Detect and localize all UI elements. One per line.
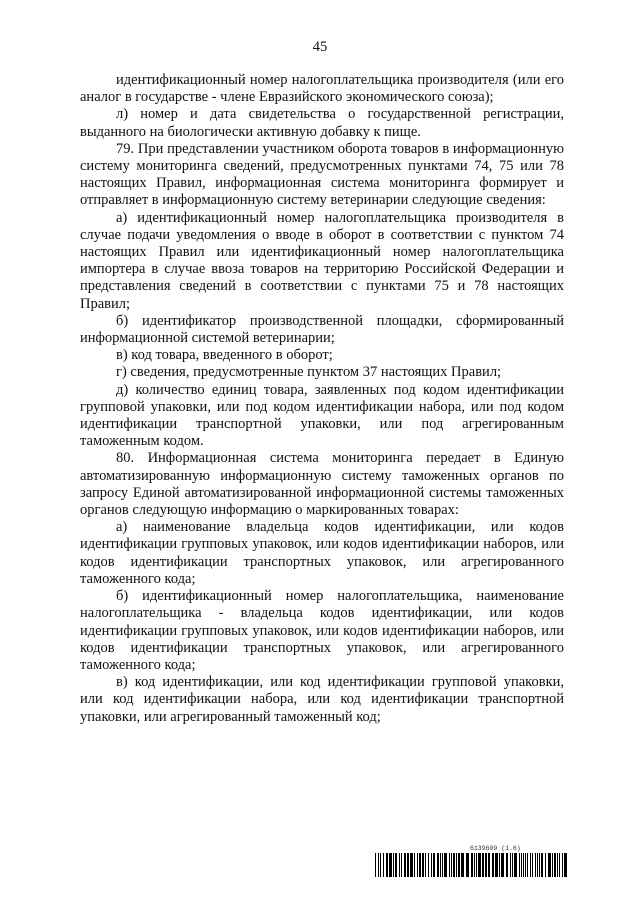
paragraph: а) наименование владельца кодов идентификации, или кодов идентификации групповых упаковок, или кодов идентификации наборов, или кодов идентификации транспортных упаковок, или агрегированного таможенного кода; (80, 519, 564, 587)
paragraph: идентификационный номер налогоплательщика производителя (или его аналог в государстве - члене Евразийского экономического союза); (80, 72, 564, 106)
paragraph: в) код товара, введенного в оборот; (116, 347, 333, 364)
paragraph: 79. При представлении участником оборота товаров в информационную систему мониторинга сведений, предусмотренных пунктами 74, 75 или 78 настоящих Правил, информационная система мониторинга формирует и отправляет в информационную систему ветеринарии следующие сведения: (80, 140, 564, 209)
paragraph: б) идентификатор производственной площадки, сформированный информационной системой ветеринарии; (80, 312, 564, 347)
barcode-icon (375, 853, 568, 877)
paragraph: а) идентификационный номер налогоплательщика производителя в случае подачи уведомления о вводе в оборот в соответствии с пунктом 74 настоящих Правил или идентификационный номер налогоплательщика импортера в случае ввоза товаров на территорию Российской Федерации и представления сведений в соответствии с пунктами 75 и 78 настоящих Правил; (80, 209, 564, 312)
paragraph: г) сведения, предусмотренные пунктом 37 настоящих Правил; (116, 364, 502, 381)
paragraph: л) номер и дата свидетельства о государственной регистрации, выданного на биологически активную добавку к пище. (80, 106, 564, 140)
page-number: 45 (312, 39, 328, 55)
paragraph: в) код идентификации, или код идентификации групповой упаковки, или код идентификации набора, или код идентификации транспортной упаковки, или агрегированный таможенный код; (80, 674, 564, 725)
paragraph: б) идентификационный номер налогоплательщика, наименование налогоплательщика - владельца кодов идентификации, или кодов идентификации групповых упаковок, или кодов идентификации наборов, или кодов идентификации транспортных упаковок, или агрегированного таможенного кода; (80, 588, 564, 673)
paragraph: 80. Информационная система мониторинга передает в Единую автоматизированную информационную систему таможенных органов по запросу Единой автоматизированной информационной системы таможенных органов следующую информацию о маркированных товарах: (80, 450, 564, 519)
document-body (80, 72, 564, 726)
paragraph: д) количество единиц товара, заявленных под кодом идентификации групповой упаковки, или под кодом идентификации набора, или под кодом идентификации транспортной упаковки, или под агрегированным таможенным кодом. (80, 381, 564, 450)
barcode-code-text: 6139609 (1.6) (470, 845, 521, 852)
